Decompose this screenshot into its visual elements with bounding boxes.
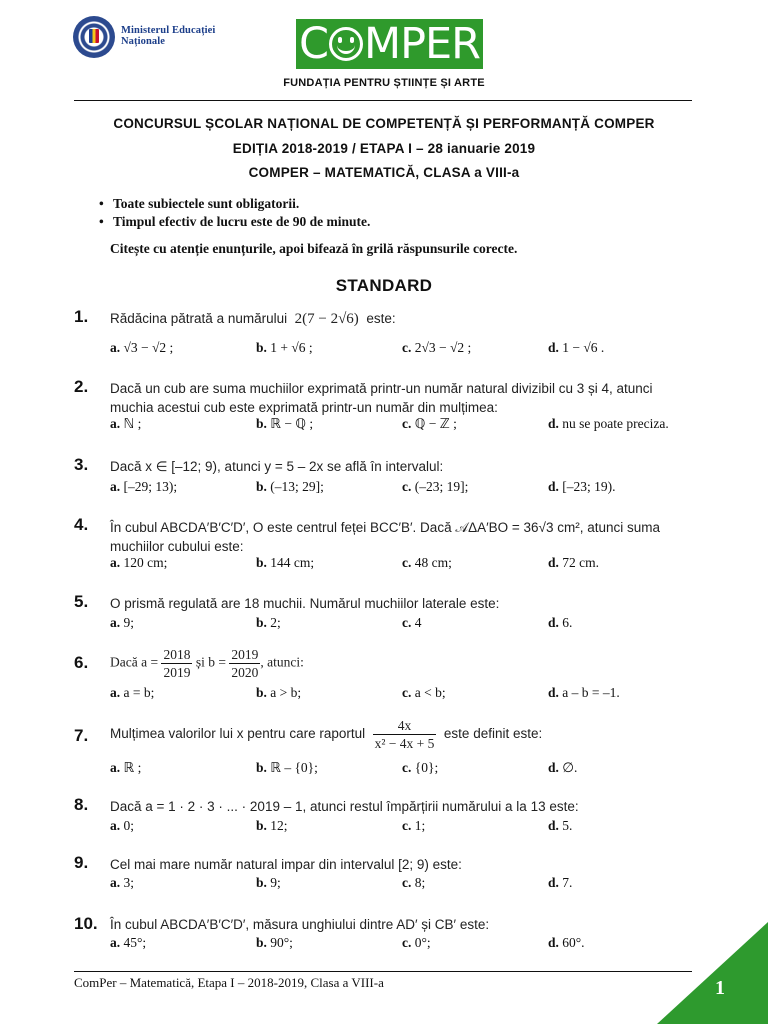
option-d[interactable] bbox=[548, 818, 572, 834]
option-letter: d. bbox=[548, 615, 559, 630]
option-value: 9; bbox=[123, 615, 135, 630]
fraction-denominator: 2020 bbox=[231, 665, 259, 680]
option-d[interactable] bbox=[548, 760, 577, 776]
option-value: 48 cm; bbox=[414, 555, 452, 570]
question-number: 10. bbox=[74, 914, 98, 933]
page-number: 1 bbox=[715, 977, 725, 999]
option-b[interactable] bbox=[256, 555, 314, 571]
question-text: În cubul ABCDA′B′C′D′, măsura unghiului dintre AD′ și CB′ este: bbox=[110, 917, 490, 932]
contest-title: CONCURSUL ȘCOLAR NAȚIONAL DE COMPETENȚĂ ȘI PERFORMANȚĂ COMPER bbox=[113, 116, 655, 131]
question-text: O prismă regulată are 18 muchii. Numărul muchiilor laterale este: bbox=[110, 596, 500, 611]
option-value: 5. bbox=[562, 818, 573, 833]
option-value: 2; bbox=[270, 615, 281, 630]
option-value: 6. bbox=[562, 615, 573, 630]
option-value: 45°; bbox=[123, 935, 147, 950]
option-value: 90°; bbox=[270, 935, 293, 950]
question-number: 2. bbox=[74, 377, 89, 396]
section-title: STANDARD bbox=[335, 276, 433, 295]
option-letter: d. bbox=[548, 818, 559, 833]
option-letter: b. bbox=[256, 875, 267, 890]
option-b[interactable] bbox=[256, 340, 313, 356]
logo-text-right: MPER bbox=[363, 19, 481, 69]
option-value: 0°; bbox=[414, 935, 431, 950]
question-number: 6. bbox=[74, 653, 89, 672]
question-text bbox=[110, 646, 304, 681]
option-b[interactable] bbox=[256, 615, 281, 631]
question-stem: Rădăcina pătrată a numărului bbox=[110, 311, 288, 326]
option-value: 8; bbox=[414, 875, 426, 890]
option-value: ℕ ; bbox=[123, 416, 142, 431]
option-value: ℝ − ℚ ; bbox=[270, 416, 314, 431]
option-letter: a. bbox=[110, 818, 121, 833]
option-value: 9; bbox=[270, 875, 281, 890]
option-letter: a. bbox=[110, 340, 121, 355]
option-value: [–23; 19). bbox=[562, 479, 616, 494]
question-number: 3. bbox=[74, 455, 89, 474]
fraction-b bbox=[229, 646, 260, 681]
option-c[interactable] bbox=[402, 416, 457, 432]
option-c[interactable] bbox=[402, 615, 422, 631]
fraction-numerator: 2019 bbox=[231, 647, 259, 662]
option-letter: c. bbox=[402, 615, 412, 630]
option-value: ∅. bbox=[562, 760, 578, 775]
page-corner-triangle bbox=[657, 922, 768, 1024]
option-d[interactable] bbox=[548, 416, 669, 432]
option-letter: c. bbox=[402, 555, 412, 570]
option-value: ℚ − ℤ ; bbox=[414, 416, 457, 431]
q6-text-mid: și b = bbox=[195, 654, 226, 670]
option-letter: d. bbox=[548, 340, 559, 355]
option-value: 12; bbox=[270, 818, 288, 833]
option-letter: b. bbox=[256, 340, 267, 355]
option-c[interactable] bbox=[402, 935, 431, 951]
option-a[interactable] bbox=[110, 935, 146, 951]
fraction-ratio bbox=[373, 717, 437, 752]
q7-text-pre: Mulțimea valorilor lui x pentru care raportul bbox=[110, 726, 366, 742]
option-letter: a. bbox=[110, 416, 121, 431]
option-value: a > b; bbox=[270, 685, 302, 700]
option-value: a < b; bbox=[414, 685, 446, 700]
option-value: nu se poate preciza. bbox=[562, 416, 669, 431]
option-d[interactable] bbox=[548, 935, 585, 951]
subject-title: COMPER – MATEMATICĂ, CLASA a VIII-a bbox=[248, 165, 520, 180]
q6-text-pre: Dacă a = bbox=[110, 654, 159, 670]
option-b[interactable] bbox=[256, 416, 313, 432]
question-number: 8. bbox=[74, 795, 89, 814]
question-number: 9. bbox=[74, 853, 89, 872]
smiley-face-icon bbox=[329, 27, 363, 61]
question-tail: este: bbox=[366, 311, 396, 326]
option-value: 1 − √6 . bbox=[562, 340, 605, 355]
option-letter: a. bbox=[110, 615, 121, 630]
option-d[interactable] bbox=[548, 685, 620, 701]
question-number: 1. bbox=[74, 307, 89, 326]
fraction-numerator: 4x bbox=[373, 717, 437, 735]
option-letter: b. bbox=[256, 935, 267, 950]
option-b[interactable] bbox=[256, 875, 281, 891]
option-letter: c. bbox=[402, 818, 412, 833]
option-letter: c. bbox=[402, 416, 412, 431]
option-letter: d. bbox=[548, 555, 559, 570]
option-letter: b. bbox=[256, 818, 267, 833]
option-letter: c. bbox=[402, 685, 412, 700]
option-d[interactable] bbox=[548, 340, 604, 356]
option-letter: d. bbox=[548, 479, 559, 494]
option-value: a – b = –1. bbox=[562, 685, 620, 700]
option-letter: b. bbox=[256, 416, 267, 431]
option-value: (–23; 19]; bbox=[414, 479, 469, 494]
logo-text-left: C bbox=[298, 19, 328, 69]
question-number: 4. bbox=[74, 515, 89, 534]
option-a[interactable] bbox=[110, 875, 134, 891]
option-a[interactable] bbox=[110, 555, 167, 571]
option-letter: b. bbox=[256, 615, 267, 630]
option-c[interactable] bbox=[402, 760, 438, 776]
option-d[interactable] bbox=[548, 875, 572, 891]
option-a[interactable] bbox=[110, 818, 134, 834]
question-text bbox=[110, 717, 542, 752]
option-c[interactable] bbox=[402, 555, 452, 571]
option-a[interactable] bbox=[110, 340, 173, 356]
option-value: ℝ – {0}; bbox=[270, 760, 318, 775]
question-text: Dacă x ∈ [–12; 9), atunci y = 5 – 2x se află în intervalul: bbox=[110, 459, 444, 474]
fraction-numerator: 2018 bbox=[163, 647, 191, 662]
option-letter: d. bbox=[548, 875, 559, 890]
option-letter: a. bbox=[110, 685, 121, 700]
ministry-seal-icon bbox=[73, 16, 115, 58]
option-value: ℝ ; bbox=[123, 760, 142, 775]
option-letter: b. bbox=[256, 555, 267, 570]
option-value: a = b; bbox=[123, 685, 155, 700]
option-value: 72 cm. bbox=[562, 555, 600, 570]
option-letter: c. bbox=[402, 760, 412, 775]
option-d[interactable] bbox=[548, 555, 599, 571]
fraction-denominator: x² − 4x + 5 bbox=[374, 736, 435, 751]
option-c[interactable] bbox=[402, 340, 471, 356]
option-value: 1; bbox=[414, 818, 426, 833]
option-b[interactable] bbox=[256, 760, 318, 776]
option-c[interactable] bbox=[402, 818, 425, 834]
foundation-name: FUNDAȚIA PENTRU ȘTIINȚE ȘI ARTE bbox=[283, 77, 485, 89]
question-text bbox=[110, 311, 396, 328]
option-letter: b. bbox=[256, 479, 267, 494]
option-a[interactable] bbox=[110, 685, 154, 701]
comper-logo bbox=[296, 19, 483, 69]
option-b[interactable] bbox=[256, 479, 324, 495]
option-value: 60°. bbox=[562, 935, 585, 950]
option-c[interactable] bbox=[402, 875, 425, 891]
option-value: 144 cm; bbox=[270, 555, 315, 570]
option-a[interactable] bbox=[110, 416, 141, 432]
option-c[interactable] bbox=[402, 479, 468, 495]
option-d[interactable] bbox=[548, 615, 572, 631]
question-text: În cubul ABCDA′B′C′D′, O este centrul feței BCC′B′. Dacă 𝒜ΔA′BO = 36√3 cm², atunci suma muchiilor cubului este: bbox=[110, 520, 661, 554]
ministry-line2: Naționale bbox=[121, 36, 166, 47]
option-letter: d. bbox=[548, 416, 559, 431]
option-value: 120 cm; bbox=[123, 555, 168, 570]
option-letter: a. bbox=[110, 555, 121, 570]
instruction: Citește cu atenție enunțurile, apoi bifează în grilă răspunsurile corecte. bbox=[110, 241, 518, 256]
option-value: 1 + √6 ; bbox=[270, 340, 313, 355]
option-value: (–13; 29]; bbox=[270, 479, 324, 494]
footer-divider bbox=[74, 971, 692, 972]
edition-title: EDIȚIA 2018-2019 / ETAPA I – 28 ianuarie 2019 bbox=[232, 141, 536, 156]
option-letter: d. bbox=[548, 760, 559, 775]
option-value: 7. bbox=[562, 875, 573, 890]
option-letter: b. bbox=[256, 760, 267, 775]
ministry-line1: Ministerul Educației bbox=[121, 25, 216, 36]
question-number: 5. bbox=[74, 592, 89, 611]
option-letter: c. bbox=[402, 935, 412, 950]
question-text: Cel mai mare număr natural impar din intervalul [2; 9) este: bbox=[110, 857, 462, 872]
rule-item: • Toate subiectele sunt obligatorii. bbox=[113, 196, 299, 212]
option-b[interactable] bbox=[256, 935, 293, 951]
header-divider bbox=[74, 100, 692, 101]
option-letter: c. bbox=[402, 479, 412, 494]
option-a[interactable] bbox=[110, 615, 134, 631]
option-c[interactable] bbox=[402, 685, 446, 701]
option-value: {0}; bbox=[414, 760, 439, 775]
question-text: Dacă a = 1 · 2 · 3 · ... · 2019 – 1, atunci restul împărțirii numărului a la 13 este: bbox=[110, 799, 579, 814]
option-value: 4 bbox=[414, 615, 422, 630]
option-b[interactable] bbox=[256, 818, 288, 834]
q1-expression: 2(7 − 2√6) bbox=[294, 311, 359, 327]
rule-item: • Timpul efectiv de lucru este de 90 de minute. bbox=[113, 214, 370, 230]
option-a[interactable] bbox=[110, 760, 141, 776]
option-value: √3 − √2 ; bbox=[123, 340, 174, 355]
question-text: Dacă un cub are suma muchiilor exprimată printr-un număr natural divizibil cu 3 și 4, atunci muchia acestui cub este exprimată printr-un număr din mulțimea: bbox=[110, 381, 653, 415]
option-a[interactable] bbox=[110, 479, 177, 495]
option-letter: d. bbox=[548, 935, 559, 950]
option-d[interactable] bbox=[548, 479, 616, 495]
option-letter: c. bbox=[402, 875, 412, 890]
footer-text: ComPer – Matematică, Etapa I – 2018-2019, Clasa a VIII-a bbox=[74, 975, 384, 990]
option-letter: a. bbox=[110, 875, 121, 890]
option-value: 0; bbox=[123, 818, 135, 833]
fraction-a bbox=[161, 646, 192, 681]
option-value: [–29; 13); bbox=[123, 479, 178, 494]
q6-text-post: , atunci: bbox=[260, 654, 304, 670]
option-value: 2√3 − √2 ; bbox=[414, 340, 472, 355]
option-letter: a. bbox=[110, 760, 121, 775]
option-letter: d. bbox=[548, 685, 559, 700]
option-letter: b. bbox=[256, 685, 267, 700]
ministry-name bbox=[121, 25, 215, 47]
option-letter: a. bbox=[110, 479, 121, 494]
question-number: 7. bbox=[74, 726, 89, 745]
option-letter: a. bbox=[110, 935, 121, 950]
option-letter: c. bbox=[402, 340, 412, 355]
option-b[interactable] bbox=[256, 685, 301, 701]
q7-text-post: este definit este: bbox=[443, 726, 543, 742]
fraction-denominator: 2019 bbox=[163, 665, 191, 680]
option-value: 3; bbox=[123, 875, 135, 890]
